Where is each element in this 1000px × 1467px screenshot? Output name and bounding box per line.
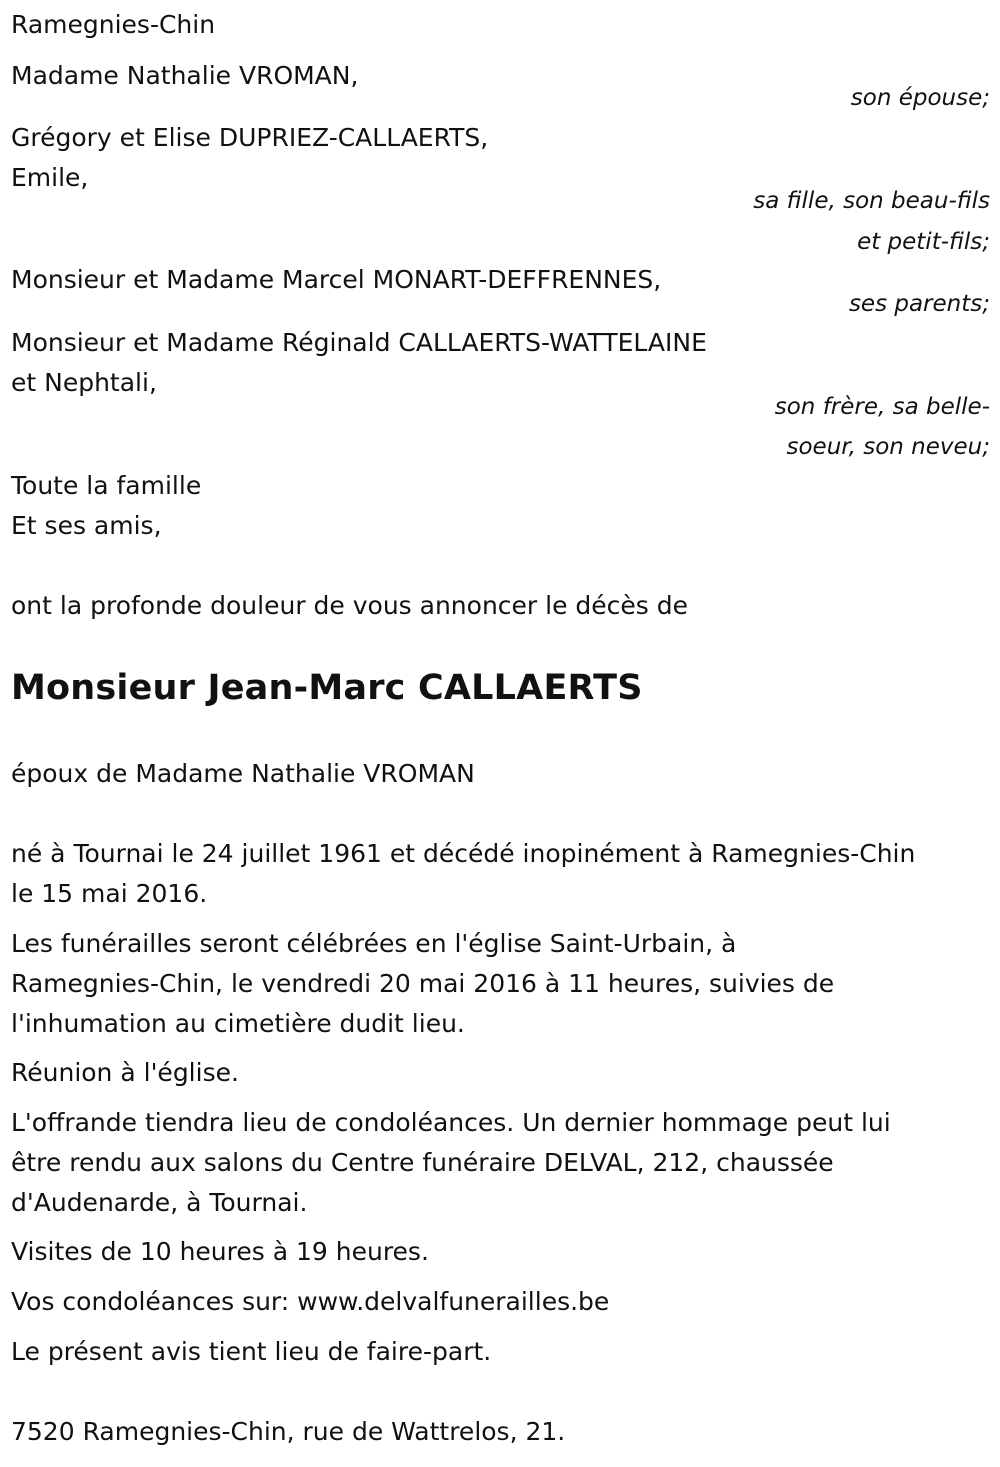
address-text: 7520 Ramegnies-Chin, rue de Wattrelos, 21. [11,1417,566,1446]
meeting-text: Réunion à l'église. [11,1058,239,1087]
relation-daughter: sa fille, son beau-fils [753,188,990,214]
visits-text: Visites de 10 heures à 19 heures. [11,1237,429,1266]
offering-line-3: d'Audenarde, à Tournai. [11,1188,308,1217]
offering-line-1: L'offrande tiendra lieu de condoléances. Un dernier hommage peut lui [11,1108,891,1137]
others-friends: Et ses amis, [11,511,162,540]
place-heading: Ramegnies-Chin [11,10,216,39]
relation-brother-cont: soeur, son neveu; [786,434,990,460]
announcement-text: ont la profonde douleur de vous annoncer le décès de [11,591,689,620]
offering-line-2: être rendu aux salons du Centre funéraire DELVAL, 212, chaussée [11,1148,834,1177]
family-line-brother: Monsieur et Madame Réginald CALLAERTS-WATTELAINE [11,328,707,357]
birth-death-line-2: le 15 mai 2016. [11,879,208,908]
birth-death-line-1: né à Tournai le 24 juillet 1961 et décédé inopinément à Ramegnies-Chin [11,839,916,868]
funeral-line-1: Les funérailles seront célébrées en l'église Saint-Urbain, à [11,929,737,958]
others-family: Toute la famille [11,471,202,500]
relation-brother: son frère, sa belle- [774,394,990,420]
funeral-line-3: l'inhumation au cimetière dudit lieu. [11,1009,465,1038]
family-line-parents: Monsieur et Madame Marcel MONART-DEFFRENNES, [11,265,662,294]
notice-text: Le présent avis tient lieu de faire-part. [11,1337,492,1366]
funeral-line-2: Ramegnies-Chin, le vendredi 20 mai 2016 à 11 heures, suivies de [11,969,835,998]
family-line-spouse: Madame Nathalie VROMAN, [11,61,359,90]
family-line-daughter: Grégory et Elise DUPRIEZ-CALLAERTS, [11,123,489,152]
family-line-nephew: et Nephtali, [11,368,157,397]
relation-daughter-cont: et petit-fils; [857,229,990,255]
condolences-text: Vos condoléances sur: www.delvalfunerailles.be [11,1287,610,1316]
relation-parents: ses parents; [848,291,990,317]
relation-spouse: son épouse; [850,85,990,111]
spouse-line: époux de Madame Nathalie VROMAN [11,759,475,788]
family-line-grandson: Emile, [11,163,89,192]
deceased-name: Monsieur Jean-Marc CALLAERTS [11,668,643,708]
